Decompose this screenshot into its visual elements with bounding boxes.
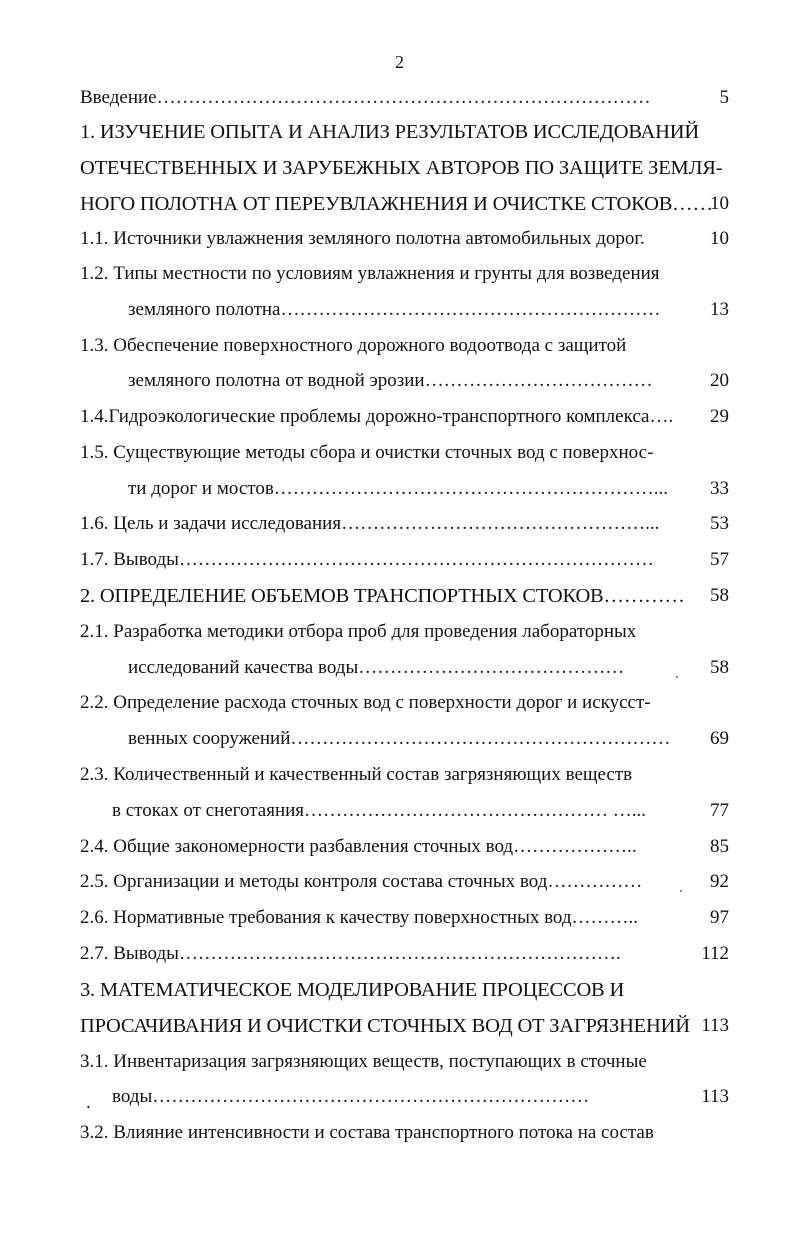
toc-page-2-2: 69 <box>710 728 729 749</box>
toc-page-2-4: 85 <box>710 836 729 857</box>
toc-page-1-1: 10 <box>710 228 729 249</box>
toc-entry-1-3-line-2: земляного полотна от водной эрозии……………………………… <box>128 370 653 391</box>
toc-page-2-5: 92 <box>710 871 729 892</box>
toc-page-chapter-1: 10 <box>710 193 729 214</box>
toc-page-1-6: 53 <box>710 513 729 534</box>
page-number: 2 <box>395 52 404 72</box>
toc-entry-2-4: 2.4. Общие закономерности разбавления сточных вод……………….. <box>80 836 637 857</box>
scan-speck <box>676 676 678 678</box>
toc-page-2-6: 97 <box>710 907 729 928</box>
toc-page-1-2: 13 <box>710 299 729 320</box>
toc-page-2-1: 58 <box>710 657 729 678</box>
toc-entry-1-3-line-1: 1.3. Обеспечение поверхностного дорожного водоотвода с защитой <box>80 335 627 356</box>
toc-chapter-3-line-2: ПРОСАЧИВАНИЯ И ОЧИСТКИ СТОЧНЫХ ВОД ОТ ЗАГРЯЗНЕНИЙ <box>80 1015 690 1037</box>
toc-chapter-3-line-1: 3. МАТЕМАТИЧЕСКОЕ МОДЕЛИРОВАНИЕ ПРОЦЕССОВ И <box>80 979 625 1001</box>
toc-entry-2-2-line-2: венных сооружений…………………………………………………… <box>128 728 671 749</box>
toc-entry-1-4: 1.4.Гидроэкологические проблемы дорожно-транспортного комплекса…. <box>80 406 674 427</box>
toc-entry-2-1-line-1: 2.1. Разработка методики отбора проб для проведения лабораторных <box>80 621 637 642</box>
toc-entry-1-2-line-1: 1.2. Типы местности по условиям увлажнения и грунты для возведения <box>80 263 660 284</box>
toc-chapter-1-line-2: ОТЕЧЕСТВЕННЫХ И ЗАРУБЕЖНЫХ АВТОРОВ ПО ЗАЩИТЕ ЗЕМЛЯ- <box>80 157 723 179</box>
toc-entry-2-6: 2.6. Нормативные требования к качеству поверхностных вод……….. <box>80 907 639 928</box>
toc-page-1-3: 20 <box>710 370 729 391</box>
toc-page-chapter-3: 113 <box>701 1015 729 1036</box>
toc-page-2-3: 77 <box>710 800 729 821</box>
toc-entry-2-7: 2.7. Выводы……………………………………………………………. <box>80 943 621 964</box>
toc-entry-2-3-line-2: в стоках от снеготаяния………………………………………… …... <box>112 800 647 821</box>
scan-speck <box>680 890 682 892</box>
toc-page-chapter-2: 58 <box>710 585 729 606</box>
toc-entry-1-5-line-1: 1.5. Существующие методы сбора и очистки сточных вод с поверхнос- <box>80 442 654 463</box>
toc-entry-2-1-line-2: исследований качества воды…………………………………… <box>128 657 625 678</box>
toc-entry-1-2-line-2: земляного полотна…………………………………………………… <box>128 299 661 320</box>
toc-entry-2-5: 2.5. Организации и методы контроля состава сточных вод…………… <box>80 871 643 892</box>
toc-page-2-7: 112 <box>701 943 729 964</box>
toc-page-1-7: 57 <box>710 549 729 570</box>
toc-entry-2-3-line-1: 2.3. Количественный и качественный состав загрязняющих веществ <box>80 764 633 785</box>
toc-entry-3-1-line-2: воды…………………………………………………………… <box>112 1086 590 1107</box>
toc-entry-1-1: 1.1. Источники увлажнения земляного полотна автомобильных дорог. <box>80 228 645 249</box>
toc-entry-3-2: 3.2. Влияние интенсивности и состава транспортного потока на состав <box>80 1122 654 1143</box>
toc-page-1-5: 33 <box>710 478 729 499</box>
toc-chapter-1-line-1: 1. ИЗУЧЕНИЕ ОПЫТА И АНАЛИЗ РЕЗУЛЬТАТОВ ИССЛЕДОВАНИЙ <box>80 121 699 143</box>
toc-entry-3-1-line-1: 3.1. Инвентаризация загрязняющих веществ, поступающих в сточные <box>80 1051 647 1072</box>
toc-entry-1-5-line-2: ти дорог и мостов……………………………………………………... <box>128 478 669 499</box>
toc-page-1-4: 29 <box>710 406 729 427</box>
toc-entry-2-2-line-1: 2.2. Определение расхода сточных вод с поверхности дорог и искусст- <box>80 692 651 713</box>
toc-entry-1-6: 1.6. Цель и задачи исследования…………………………………………... <box>80 513 660 534</box>
toc-chapter-2: 2. ОПРЕДЕЛЕНИЕ ОБЪЕМОВ ТРАНСПОРТНЫХ СТОКОВ………… <box>80 585 685 607</box>
toc-page-introduction: 5 <box>719 87 729 108</box>
toc-entry-1-7: 1.7. Выводы………………………………………………………………… <box>80 549 654 570</box>
toc-page-3-1: 113 <box>701 1086 729 1107</box>
stray-mark: . <box>86 1092 91 1113</box>
toc-chapter-1-line-3: НОГО ПОЛОТНА ОТ ПЕРЕУВЛАЖНЕНИЯ И ОЧИСТКЕ СТОКОВ…… <box>80 193 713 215</box>
toc-entry-introduction: Введение…………………………………………………………………… <box>80 87 651 108</box>
